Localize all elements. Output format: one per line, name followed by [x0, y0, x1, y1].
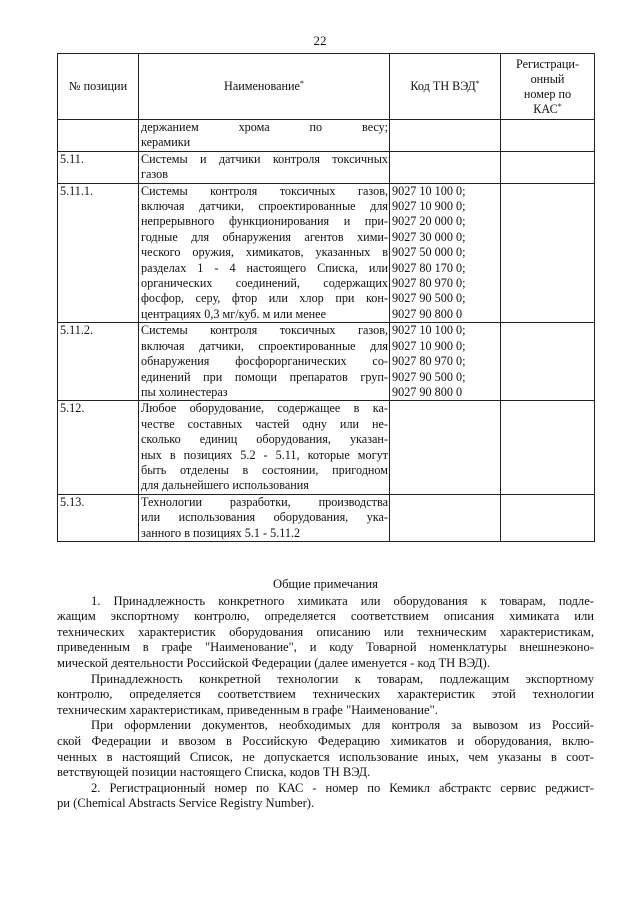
- note-line: При оформлении документов, необходимых для контроля за вывозом из Россий-: [91, 718, 594, 733]
- table-row: [58, 120, 595, 152]
- position-number: 5.12.: [58, 401, 139, 494]
- item-name-line: Любое оборудование, содержащее в ка-: [141, 401, 388, 416]
- note-line: 1. Принадлежность конкретного химиката или оборудования к товарам, подле-: [91, 593, 594, 608]
- item-name-line: фосфор, серу, фтор или хлор при кон-: [141, 291, 388, 306]
- note-line: ри (Chemical Abstracts Service Registry Number).: [57, 796, 315, 811]
- note-paragraph: [57, 718, 594, 780]
- cas-number: [501, 183, 595, 323]
- item-name-line: Системы контроля токсичных газов,: [141, 183, 388, 198]
- customs-code: [390, 120, 501, 152]
- position-number: 5.13.: [58, 494, 139, 541]
- item-name-line: обнаружения фосфорорганических со-: [141, 354, 388, 369]
- note-line: приведенным в графе "Наименование", и коду Товарной номенклатуры внешнеэконо-: [57, 640, 594, 655]
- customs-code-line: 9027 80 970 0;: [392, 276, 466, 291]
- header-code: Код ТН ВЭД*: [390, 54, 501, 120]
- item-name-line: единений при помощи препаратов груп-: [141, 369, 388, 384]
- customs-code-line: 9027 90 800 0: [392, 306, 463, 321]
- note-line: Принадлежность конкретной технологии к товарам, подлежащим экспортному: [91, 671, 594, 686]
- note-paragraph: [57, 672, 594, 719]
- item-name-line: непрерывного функционирования и при-: [141, 214, 388, 229]
- cas-number: [501, 323, 595, 401]
- header-position: № позиции: [58, 54, 139, 120]
- customs-code-line: 9027 90 800 0: [392, 384, 463, 399]
- item-name: [139, 151, 390, 183]
- item-name: [139, 183, 390, 323]
- item-name-line: занного в позициях 5.1 - 5.11.2: [141, 525, 301, 540]
- header-cas-number: Регистраци- онный номер по КАС*: [501, 54, 595, 120]
- item-name-line: включая датчики, спроектированные для: [141, 338, 388, 353]
- cas-number: [501, 151, 595, 183]
- position-number: 5.11.2.: [58, 323, 139, 401]
- customs-code-line: 9027 80 170 0;: [392, 260, 466, 275]
- customs-code: [390, 401, 501, 494]
- item-name-line: Системы и датчики контроля токсичных: [141, 151, 388, 166]
- item-name-line: ческого оружия, химикатов, указанных в: [141, 245, 388, 260]
- item-name-line: керамики: [141, 135, 191, 150]
- item-name-line: или использования оборудования, ука-: [141, 510, 388, 525]
- item-name-line: включая датчики, спроектированные для: [141, 199, 388, 214]
- table-row: [58, 494, 595, 541]
- header-name: Наименование*: [139, 54, 390, 120]
- item-name-line: годные для обнаружения агентов хими-: [141, 229, 388, 244]
- customs-code: [390, 151, 501, 183]
- customs-code-line: 9027 50 000 0;: [392, 245, 466, 260]
- item-name-line: держанием хрома по весу;: [141, 120, 388, 134]
- item-name-line: честве составных частей одну или не-: [141, 416, 388, 431]
- item-name-line: сколько единиц оборудования, указан-: [141, 432, 388, 447]
- item-name: [139, 401, 390, 494]
- customs-code-line: 9027 90 500 0;: [392, 369, 466, 384]
- item-name-line: быть отделены в состоянии, пригодном: [141, 462, 388, 477]
- item-name-line: разделах 1 - 4 настоящего Списка, или: [141, 260, 388, 275]
- position-number: 5.11.1.: [58, 183, 139, 323]
- table-row: [58, 401, 595, 494]
- table-row: [58, 323, 595, 401]
- item-name-line: центрациях 0,3 мг/куб. м или менее: [141, 306, 326, 321]
- customs-code-line: 9027 10 100 0;: [392, 323, 466, 338]
- customs-code: [390, 183, 501, 323]
- customs-code-line: 9027 80 970 0;: [392, 354, 466, 369]
- table-row: [58, 183, 595, 323]
- note-line: ской Федерации и ввозом в Российскую Федерацию химикатов и оборудования, вклю-: [57, 733, 594, 748]
- cas-number: [501, 401, 595, 494]
- customs-code-line: 9027 10 100 0;: [392, 183, 466, 198]
- customs-code-line: 9027 90 500 0;: [392, 291, 466, 306]
- cas-number: [501, 120, 595, 152]
- item-name-line: Системы контроля токсичных газов,: [141, 323, 388, 338]
- note-line: технических характеристик оборудования описанию или техническим характеристикам,: [57, 624, 594, 639]
- position-number: [58, 120, 139, 152]
- notes-title: Общие примечания: [273, 577, 378, 591]
- general-notes: [57, 577, 594, 812]
- customs-code: [390, 323, 501, 401]
- item-name-line: Технологии разработки, производства: [141, 494, 388, 509]
- item-name-line: для дальнейшего использования: [141, 478, 309, 493]
- note-line: мической деятельности Российской Федерации (далее именуется - код ТН ВЭД).: [57, 655, 490, 670]
- item-name: [139, 323, 390, 401]
- position-number: 5.11.: [58, 151, 139, 183]
- item-name-line: ных в позициях 5.2 - 5.11, которые могут: [141, 447, 388, 462]
- table-header-row: [58, 54, 595, 120]
- customs-code-line: 9027 10 900 0;: [392, 338, 466, 353]
- customs-code-line: 9027 10 900 0;: [392, 199, 466, 214]
- note-line: техническим характеристикам, приведенным в графе "Наименование".: [57, 702, 438, 717]
- cas-number: [501, 494, 595, 541]
- note-paragraph: [57, 781, 594, 812]
- note-line: 2. Регистрационный номер по КАС - номер по Кемикл абстрактс сервис реджист-: [91, 780, 594, 795]
- item-name-line: газов: [141, 167, 168, 182]
- note-line: ветствующей позиции настоящего Списка, кодов ТН ВЭД.: [57, 765, 371, 780]
- note-paragraph: [57, 594, 594, 672]
- table-row: [58, 151, 595, 183]
- customs-code: [390, 494, 501, 541]
- page-number: 22: [313, 33, 327, 48]
- note-line: ченных в настоящий Список, не допускается использование иных, чем указаны в соот-: [57, 749, 594, 764]
- item-name: [139, 494, 390, 541]
- note-line: контролю, определяется соответствием технических характеристик этой технологии: [57, 687, 594, 702]
- customs-code-line: 9027 30 000 0;: [392, 229, 466, 244]
- item-name-line: органических соединений, содержащих: [141, 276, 388, 291]
- note-line: жащим экспортному контролю, определяется соответствием описания химиката или: [57, 609, 594, 624]
- item-name-line: пы холинестераз: [141, 384, 228, 399]
- controlled-items-table: [57, 53, 595, 542]
- item-name: [139, 120, 390, 152]
- customs-code-line: 9027 20 000 0;: [392, 214, 466, 229]
